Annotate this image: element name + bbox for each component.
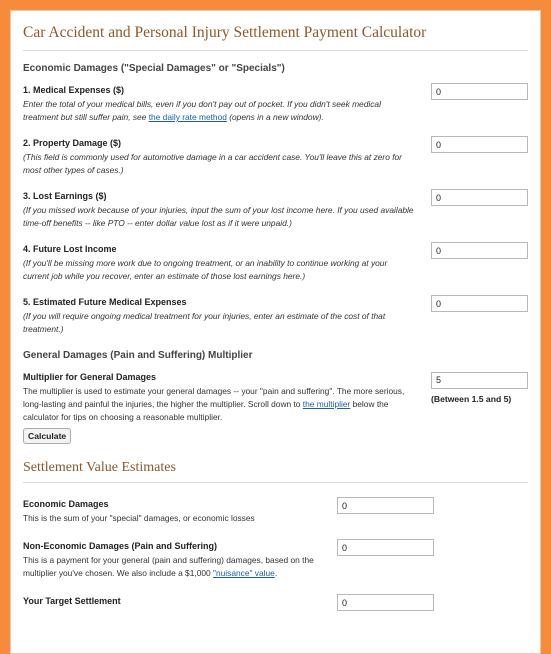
multiplier-input[interactable] (431, 372, 528, 389)
calculate-button[interactable]: Calculate (23, 428, 71, 444)
future-medical-input[interactable] (431, 295, 528, 312)
economic-damages-output[interactable] (337, 497, 434, 514)
property-damage-desc: (This field is commonly used for automotive damage in a car accident case. You'll leave this at zero for most other types of cases.) (23, 152, 402, 175)
medical-expenses-field (23, 83, 528, 124)
property-damage-input[interactable] (431, 136, 528, 153)
non-economic-desc-text: This is a payment for your general (pain and suffering) damages, based on the multiplier you've chosen. We also include a $1,000 (23, 555, 314, 578)
target-settlement-estimate (23, 594, 528, 611)
future-lost-income-input[interactable] (431, 242, 528, 259)
calculator-panel (10, 10, 541, 654)
economic-damages-estimate (23, 497, 528, 525)
economic-damages-desc: This is the sum of your "special" damages, or economic losses (23, 513, 255, 523)
future-medical-field (23, 295, 528, 336)
property-damage-label: 2. Property Damage ($) (23, 138, 122, 148)
future-lost-income-field (23, 242, 528, 283)
economic-damages-label: Economic Damages (23, 499, 109, 509)
future-lost-income-desc: (If you'll be missing more work due to ongoing treatment, or an inability to continue working at your current job while you recover, enter an estimate of those lost earnings here.) (23, 258, 388, 281)
multiplier-field (23, 370, 528, 424)
multiplier-label: Multiplier for General Damages (23, 372, 157, 382)
target-settlement-label: Your Target Settlement (23, 596, 121, 606)
future-medical-label: 5. Estimated Future Medical Expenses (23, 297, 187, 307)
multiplier-desc-tail: below the calculator for tips on choosing a reasonable multiplier. (23, 399, 389, 422)
future-lost-income-label: 4. Future Lost Income (23, 244, 117, 254)
non-economic-damages-desc (23, 554, 337, 580)
target-settlement-output[interactable] (337, 594, 434, 611)
daily-rate-method-link[interactable]: the daily rate method (148, 112, 227, 122)
non-economic-desc-tail: . (274, 568, 278, 578)
multiplier-range-note: (Between 1.5 and 5) (431, 393, 512, 404)
non-economic-damages-output[interactable] (337, 539, 434, 556)
property-damage-field (23, 136, 528, 177)
lost-earnings-label: 3. Lost Earnings ($) (23, 191, 107, 201)
multiplier-desc-text: The multiplier is used to estimate your general damages -- your "pain and suffering". The more serious, long-lasting and painful the injuries, the higher the multiplier. Scroll down to (23, 386, 405, 409)
lost-earnings-desc: (If you missed work because of your injuries, input the sum of your lost income here. If you used available time-off benefits -- like PTO -- enter dollar value lost as if it were unpaid.) (23, 205, 414, 228)
future-medical-desc: (If you will require ongoing medical treatment for your injuries, enter an estimate of the cost of that treatment.) (23, 311, 386, 334)
medical-expenses-desc-tail: (opens in a new window). (226, 112, 324, 122)
medical-expenses-label: 1. Medical Expenses ($) (23, 85, 125, 95)
medical-expenses-desc (23, 98, 415, 124)
multiplier-link[interactable]: the multiplier (302, 399, 351, 409)
economic-damages-heading: Economic Damages ("Special Damages" or "Specials") (23, 63, 285, 74)
non-economic-damages-label: Non-Economic Damages (Pain and Suffering) (23, 541, 218, 551)
multiplier-desc (23, 385, 415, 424)
medical-expenses-desc-text: Enter the total of your medical bills, even if you don't pay out of pocket. If you didn't seek medical treatment but still suffer pain, see (23, 99, 381, 122)
general-damages-heading: General Damages (Pain and Suffering) Multiplier (23, 350, 253, 361)
estimates-title: Settlement Value Estimates (23, 460, 528, 483)
non-economic-damages-estimate (23, 539, 528, 580)
nuisance-value-link[interactable]: "nuisance" value (213, 568, 275, 578)
calculator-title: Car Accident and Personal Injury Settlement Payment Calculator (23, 24, 528, 51)
lost-earnings-field (23, 189, 528, 230)
lost-earnings-input[interactable] (431, 189, 528, 206)
medical-expenses-input[interactable] (431, 83, 528, 100)
